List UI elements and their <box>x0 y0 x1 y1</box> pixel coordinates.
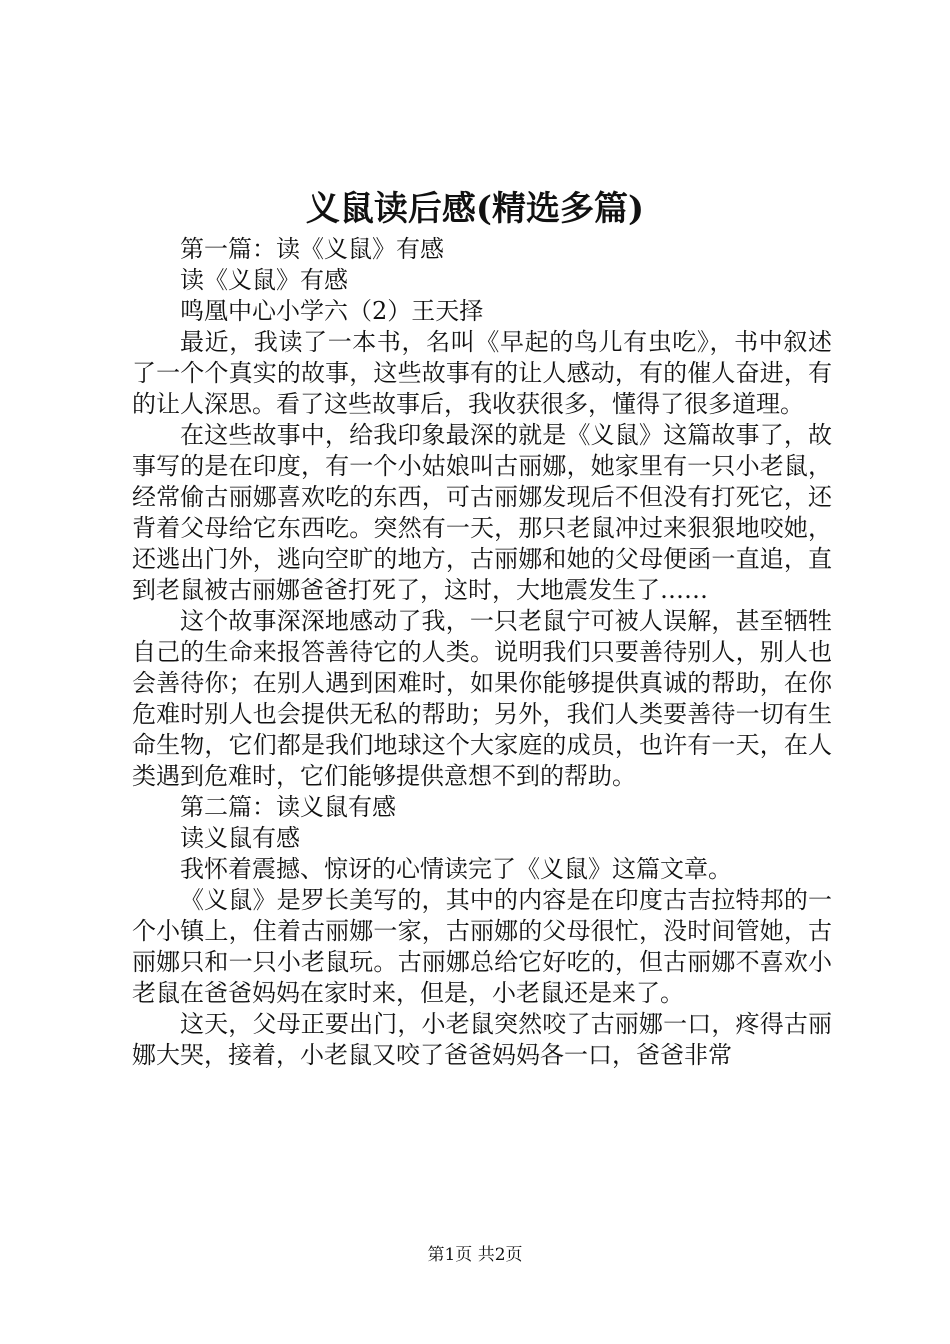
paragraph-chapter-2-subtitle: 读义鼠有感 <box>180 824 300 852</box>
paragraph-chapter-1-heading: 第一篇：读《义鼠》有感 <box>180 235 444 263</box>
paragraph-author-line: 鸣凰中心小学六（2）王天择 <box>180 297 484 325</box>
paragraph: 这个故事深深地感动了我，一只老鼠宁可被人误解，甚至牺牲自己的生命来报答善待它的人类。说明我们只要善待别人，别人也会善待你；在别人遇到困难时，如果你能够提供真诚的帮助，在你危难时别人也会提供无私的帮助；另外，我们人类要善待一切有生命生物，它们都是我们地球这个大家庭的成员，也许有一天，在人类遇到危难时，它们能够提供意想不到的帮助。 <box>132 607 832 790</box>
paragraph: 在这些故事中，给我印象最深的就是《义鼠》这篇故事了，故事写的是在印度，有一个小姑娘叫古丽娜，她家里有一只小老鼠，经常偷古丽娜喜欢吃的东西，可古丽娜发现后不但没有打死它，还背着父母给它东西吃。突然有一天，那只老鼠冲过来狠狠地咬她，还逃出门外，逃向空旷的地方，古丽娜和她的父母便函一直追，直到老鼠被古丽娜爸爸打死了，这时，大地震发生了…… <box>132 421 832 604</box>
paragraph: 这天，父母正要出门，小老鼠突然咬了古丽娜一口，疼得古丽娜大哭，接着，小老鼠又咬了爸爸妈妈各一口，爸爸非常 <box>132 1010 832 1069</box>
paragraph-chapter-1-subtitle: 读《义鼠》有感 <box>180 266 348 294</box>
document-title: 义鼠读后感(精选多篇) <box>305 189 645 229</box>
paragraph: 最近，我读了一本书，名叫《早起的鸟儿有虫吃》，书中叙述了一个个真实的故事，这些故事有的让人感动，有的催人奋进，有的让人深思。看了这些故事后，我收获很多，懂得了很多道理。 <box>132 328 832 418</box>
page-footer: 第1页 共2页 <box>427 1245 523 1265</box>
paragraph: 《义鼠》是罗长美写的，其中的内容是在印度古吉拉特邦的一个小镇上，住着古丽娜一家，古丽娜的父母很忙，没时间管她，古丽娜只和一只小老鼠玩。古丽娜总给它好吃的，但古丽娜不喜欢小老鼠在爸爸妈妈在家时来，但是，小老鼠还是来了。 <box>132 886 832 1007</box>
paragraph-chapter-2-heading: 第二篇：读义鼠有感 <box>180 793 396 821</box>
document-body <box>132 234 832 1071</box>
paragraph: 我怀着震撼、惊讶的心情读完了《义鼠》这篇文章。 <box>180 855 732 883</box>
